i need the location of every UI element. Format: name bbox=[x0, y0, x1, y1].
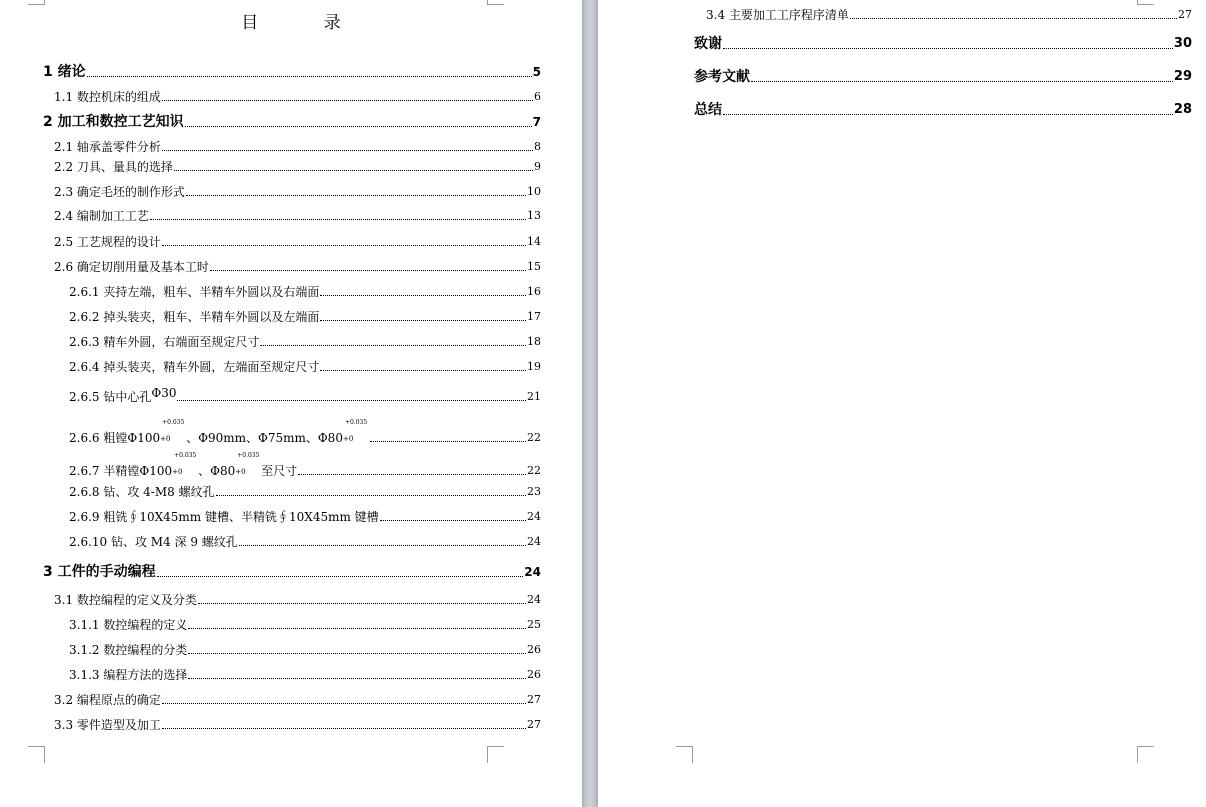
toc-entry[interactable] bbox=[69, 668, 541, 682]
toc-entry-2-6-7[interactable] bbox=[69, 452, 541, 478]
toc-entry-text: 2.2 刀具、量具的选择 bbox=[54, 160, 173, 174]
tolerance-upper: +0.035 bbox=[174, 452, 197, 459]
page-number: 30 bbox=[1173, 36, 1192, 51]
page-number: 9 bbox=[534, 160, 541, 173]
dot-leader bbox=[320, 320, 526, 321]
toc-entry[interactable] bbox=[69, 310, 541, 324]
toc-entry[interactable] bbox=[43, 64, 541, 80]
dot-leader bbox=[177, 400, 526, 401]
crop-mark-bottom-left bbox=[28, 746, 45, 763]
toc-entry[interactable] bbox=[54, 718, 541, 732]
page-number: 21 bbox=[527, 390, 541, 403]
dot-leader bbox=[320, 370, 526, 371]
dot-leader bbox=[216, 495, 526, 496]
page-number: 24 bbox=[527, 593, 541, 606]
dot-leader bbox=[162, 100, 533, 101]
toc-entry-text: 2.6 确定切削用量及基本工时 bbox=[54, 260, 209, 274]
toc-entry[interactable] bbox=[54, 593, 541, 607]
entry-prefix: 2.6.7 半精镗 bbox=[69, 464, 140, 478]
tolerance-upper: +0.035 bbox=[162, 419, 185, 426]
toc-entry[interactable] bbox=[69, 618, 541, 632]
toc-entry[interactable] bbox=[54, 90, 541, 104]
page-number: 18 bbox=[527, 335, 541, 348]
tolerance-upper: +0.035 bbox=[237, 452, 260, 459]
crop-mark-bottom-right bbox=[487, 746, 504, 763]
toc-entry-text: 2.3 确定毛坯的制作形式 bbox=[54, 185, 185, 199]
dot-leader bbox=[174, 170, 533, 171]
formula-phi30: Φ30 bbox=[151, 386, 177, 400]
toc-entry-text: 2.6.1 夹持左端，粗车、半精车外圆以及右端面 bbox=[69, 285, 320, 299]
toc-entry[interactable] bbox=[54, 260, 541, 274]
dot-leader bbox=[198, 603, 526, 604]
dot-leader bbox=[188, 678, 526, 679]
page-number: 27 bbox=[527, 718, 541, 731]
entry-suffix: 至尺寸 bbox=[261, 464, 298, 478]
crop-mark-top-right bbox=[1137, 0, 1154, 5]
toc-entry-text: 2.6.10 钻、攻 M4 深 9 螺纹孔 bbox=[69, 535, 238, 549]
dot-leader bbox=[188, 653, 526, 654]
dot-leader bbox=[162, 703, 526, 704]
dot-leader bbox=[850, 18, 1177, 19]
dot-leader bbox=[162, 728, 526, 729]
toc-entry-text bbox=[69, 452, 298, 478]
toc-entry[interactable] bbox=[43, 114, 541, 130]
dot-leader bbox=[239, 545, 526, 546]
toc-entry[interactable] bbox=[69, 535, 541, 549]
tolerance bbox=[342, 419, 369, 443]
tolerance-lower: +0 bbox=[342, 435, 354, 443]
page-number: 17 bbox=[527, 310, 541, 323]
page-number: 28 bbox=[1173, 102, 1192, 117]
toc-entry[interactable] bbox=[54, 140, 541, 154]
toc-entry-text: 2.5 工艺规程的设计 bbox=[54, 235, 161, 249]
page-number: 7 bbox=[532, 115, 541, 129]
toc-entry-text: 3.1 数控编程的定义及分类 bbox=[54, 593, 197, 607]
toc-entry-text: 3.4 主要加工工序程序清单 bbox=[706, 8, 849, 22]
page-number: 27 bbox=[1178, 8, 1192, 21]
tolerance-lower: +0 bbox=[235, 468, 246, 476]
toc-entry[interactable] bbox=[69, 335, 541, 349]
toc-entry[interactable] bbox=[54, 235, 541, 249]
toc-entry[interactable] bbox=[69, 285, 541, 299]
page-number: 14 bbox=[527, 235, 541, 248]
page-number: 22 bbox=[527, 431, 541, 444]
entry-middle: 、 bbox=[198, 464, 211, 478]
tolerance bbox=[160, 419, 186, 443]
toc-entry-text: 2.6.4 掉头装夹，精车外圆，左端面至规定尺寸 bbox=[69, 360, 320, 374]
page-number: 22 bbox=[527, 464, 541, 477]
page-number: 24 bbox=[527, 510, 541, 523]
tolerance-lower: +0 bbox=[172, 468, 183, 476]
tolerance bbox=[235, 452, 261, 476]
page-number: 25 bbox=[527, 618, 541, 631]
page-number: 26 bbox=[527, 643, 541, 656]
page-number: 6 bbox=[534, 90, 541, 103]
toc-entry-text: 参考文献 bbox=[694, 69, 750, 85]
dot-leader bbox=[185, 126, 532, 127]
page-number: 13 bbox=[527, 209, 541, 222]
toc-entry-text: 3 工件的手动编程 bbox=[43, 564, 156, 580]
tolerance bbox=[172, 452, 198, 476]
toc-entry-text: 3.1.3 编程方法的选择 bbox=[69, 668, 188, 682]
page-number: 10 bbox=[527, 185, 541, 198]
page-number: 5 bbox=[532, 65, 541, 79]
toc-entry-text: 2.6.8 钻、攻 4-M8 螺纹孔 bbox=[69, 485, 215, 499]
toc-entry[interactable] bbox=[69, 485, 541, 499]
toc-entry-text bbox=[69, 386, 177, 404]
dot-leader bbox=[260, 345, 526, 346]
page-number: 23 bbox=[527, 485, 541, 498]
toc-entry-text: 2.1 轴承盖零件分析 bbox=[54, 140, 161, 154]
dot-leader bbox=[188, 628, 526, 629]
dot-leader bbox=[150, 219, 526, 220]
formula-phi100: Φ100 bbox=[139, 464, 173, 478]
toc-entry-text: 总结 bbox=[694, 102, 722, 118]
toc-entry[interactable] bbox=[54, 693, 541, 707]
toc-entry-text: 1 绪论 bbox=[43, 64, 86, 80]
dot-leader bbox=[320, 295, 526, 296]
dot-leader bbox=[751, 81, 1173, 82]
page-number: 26 bbox=[527, 668, 541, 681]
dot-leader bbox=[210, 270, 526, 271]
toc-entry-text: 1.1 数控机床的组成 bbox=[54, 90, 161, 104]
page-number: 19 bbox=[527, 360, 541, 373]
toc-entry-text: 2.4 编制加工工艺 bbox=[54, 209, 149, 223]
formula-phi80: Φ80 bbox=[317, 431, 343, 445]
toc-entry[interactable] bbox=[54, 209, 541, 223]
toc-entry-text: 致谢 bbox=[694, 36, 722, 52]
toc-entry[interactable] bbox=[69, 643, 541, 657]
page-number: 29 bbox=[1173, 69, 1192, 84]
toc-entry-text: 3.2 编程原点的确定 bbox=[54, 693, 161, 707]
dot-leader bbox=[162, 150, 533, 151]
page-number: 27 bbox=[527, 693, 541, 706]
dot-leader bbox=[157, 576, 524, 577]
toc-entry-text bbox=[69, 419, 369, 445]
tolerance-lower: +0 bbox=[160, 435, 171, 443]
toc-entry[interactable] bbox=[43, 564, 541, 580]
entry-prefix: 2.6.6 粗镗 bbox=[69, 431, 128, 445]
entry-prefix: 2.6.5 钻中心孔 bbox=[69, 390, 152, 404]
toc-entry-2-6-5[interactable] bbox=[69, 386, 541, 404]
dot-leader bbox=[162, 245, 526, 246]
entry-middle: 、Φ90mm、Φ75mm、 bbox=[186, 431, 318, 445]
dot-leader bbox=[380, 520, 526, 521]
toc-entry[interactable] bbox=[694, 69, 1192, 85]
toc-entry-text: 2.6.9 粗铣∮10X45mm 键槽、半精铣∮10X45mm 键槽 bbox=[69, 510, 379, 524]
toc-entry-text: 2.6.2 掉头装夹，粗车、半精车外圆以及左端面 bbox=[69, 310, 320, 324]
page-gutter bbox=[582, 0, 598, 807]
document-page-right bbox=[598, 0, 1206, 807]
tolerance-upper: +0.035 bbox=[344, 419, 368, 426]
page-number: 24 bbox=[524, 565, 541, 579]
toc-entry-text: 3.3 零件造型及加工 bbox=[54, 718, 161, 732]
crop-mark-bottom-left bbox=[676, 746, 693, 763]
toc-entry-text: 3.1.1 数控编程的定义 bbox=[69, 618, 188, 632]
toc-entry-text: 2.6.3 精车外圆，右端面至规定尺寸 bbox=[69, 335, 260, 349]
formula-phi80: Φ80 bbox=[210, 464, 236, 478]
toc-entry-text: 3.1.2 数控编程的分类 bbox=[69, 643, 188, 657]
toc-entry[interactable] bbox=[694, 36, 1192, 52]
crop-mark-top-left bbox=[28, 0, 45, 5]
toc-entry[interactable] bbox=[54, 160, 541, 174]
dot-leader bbox=[723, 114, 1173, 115]
page-number: 24 bbox=[527, 535, 541, 548]
toc-title: 目 录 bbox=[241, 13, 371, 33]
dot-leader bbox=[298, 474, 526, 475]
toc-entry[interactable] bbox=[706, 8, 1192, 22]
page-number: 16 bbox=[527, 285, 541, 298]
crop-mark-top-right bbox=[487, 0, 504, 5]
toc-entry[interactable] bbox=[69, 510, 541, 524]
dot-leader bbox=[370, 441, 526, 442]
toc-entry[interactable] bbox=[69, 360, 541, 374]
toc-entry[interactable] bbox=[54, 185, 541, 199]
page-number: 15 bbox=[527, 260, 541, 273]
page-number: 8 bbox=[534, 140, 541, 153]
dot-leader bbox=[87, 76, 532, 77]
dot-leader bbox=[723, 48, 1173, 49]
dot-leader bbox=[186, 195, 526, 196]
toc-entry[interactable] bbox=[694, 102, 1192, 118]
toc-entry-2-6-6[interactable] bbox=[69, 419, 541, 445]
crop-mark-bottom-right bbox=[1137, 746, 1154, 763]
formula-phi100: Φ100 bbox=[127, 431, 161, 445]
toc-entry-text: 2 加工和数控工艺知识 bbox=[43, 114, 184, 130]
document-page-left bbox=[0, 0, 582, 807]
